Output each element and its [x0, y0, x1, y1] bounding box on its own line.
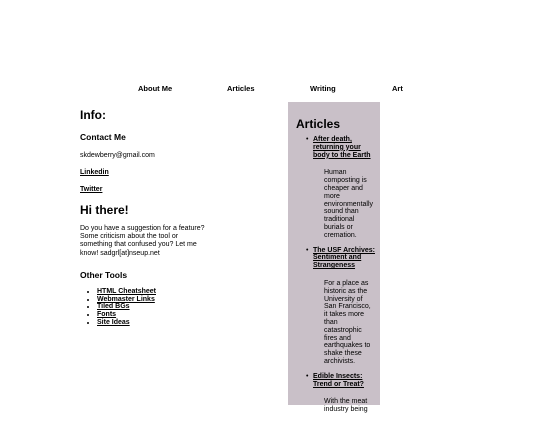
- feedback-text: Do you have a suggestion for a feature? Some criticism about the tool or something that confused you? Let me know! sadgrl[at]nseup.net: [80, 225, 205, 257]
- linkedin-link[interactable]: Linkedin: [80, 169, 109, 176]
- nav-link-writing[interactable]: Writing: [310, 84, 336, 93]
- greeting-heading: Hi there!: [80, 203, 129, 217]
- nav-link-art[interactable]: Art: [392, 84, 403, 93]
- other-tools-heading: Other Tools: [80, 269, 128, 280]
- twitter-link[interactable]: Twitter: [80, 186, 103, 193]
- nav-link-articles[interactable]: Articles: [227, 84, 255, 93]
- info-column: [80, 108, 280, 327]
- bullet-icon: •: [306, 372, 309, 380]
- bullet-icon: •: [306, 136, 309, 143]
- bullet-icon: •: [306, 246, 309, 254]
- other-tools-list: [80, 288, 280, 327]
- article-item: [295, 136, 375, 240]
- contact-heading: Contact Me: [80, 132, 126, 142]
- article-title-link[interactable]: After death, returning your body to the Earth: [313, 136, 371, 159]
- article-item: [295, 373, 375, 414]
- article-description: For a place as historic as the University of San Francisco, it takes more than catastrophic fires and earthquakes to shake these archivists.: [324, 279, 371, 365]
- tool-link-html-cheatsheet[interactable]: • HTML Cheatsheet: [97, 288, 280, 296]
- article-title-link[interactable]: Edible Insects: Trend or Treat?: [313, 372, 364, 388]
- tool-link-tiled-bgs[interactable]: • Tiled BGs: [97, 303, 280, 311]
- article-title-link[interactable]: The USF Archives: Sentiment and Strangeness: [313, 246, 375, 270]
- tool-link-webmaster-links[interactable]: • Webmaster Links: [97, 296, 280, 304]
- info-heading: Info:: [80, 108, 106, 122]
- article-description: With the meat industry being: [324, 398, 368, 414]
- articles-panel: [288, 102, 380, 414]
- top-nav: [0, 84, 540, 98]
- tool-link-fonts[interactable]: • Fonts: [97, 311, 280, 319]
- articles-list: [295, 136, 375, 421]
- articles-heading: Articles: [296, 117, 341, 131]
- tool-link-site-ideas[interactable]: • Site Ideas: [97, 319, 280, 327]
- nav-link-about-me[interactable]: About Me: [138, 84, 173, 93]
- article-item: [295, 247, 375, 366]
- email-text: skdewberry@gmail.com: [80, 152, 155, 159]
- article-description: Human composting is cheaper and more environmentally sound than traditional burials or cremation.: [324, 169, 374, 239]
